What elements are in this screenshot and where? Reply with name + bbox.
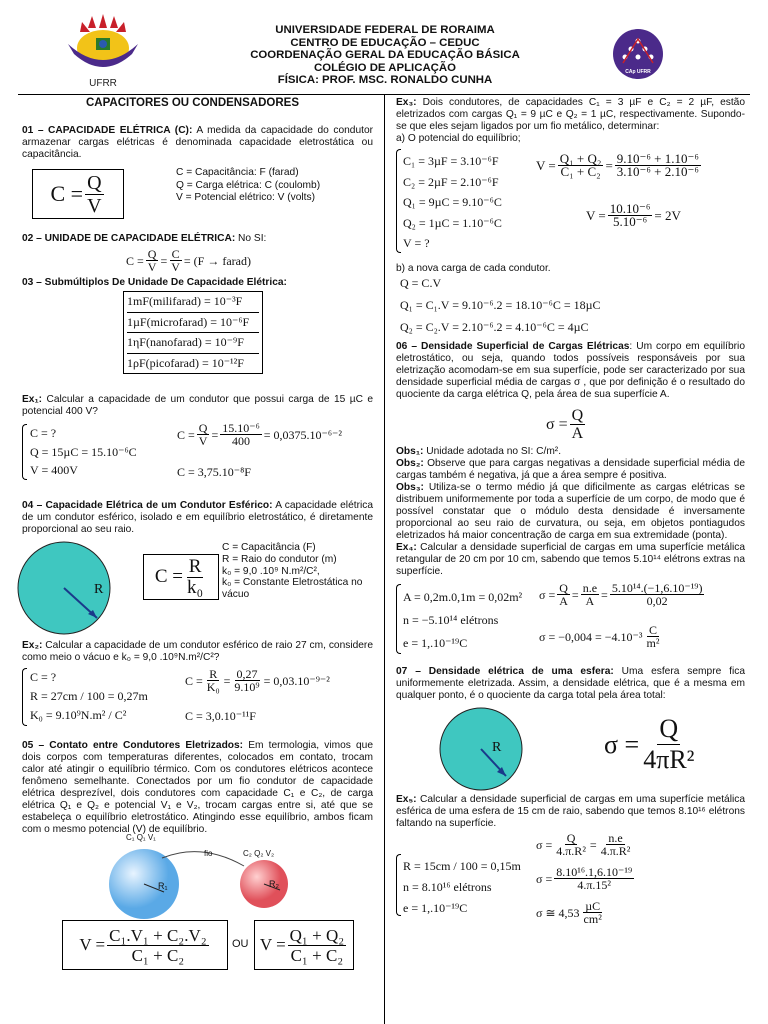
sphere1-radius: R₁ <box>158 881 168 891</box>
sphere-radius-label: R <box>94 582 104 597</box>
s2-text: No SI: <box>235 233 267 244</box>
ex3-line2: C₂ = 2µF = 2.10⁻⁶F <box>403 174 499 189</box>
ex3-b2: Q₁ = C₁.V = 9.10⁻⁶.2 = 18.10⁻⁶C = 18µC <box>400 298 601 312</box>
sphere-density-diagram <box>438 706 524 792</box>
s6-head: 06 – Densidade Superficial de Cargas Elétricas <box>396 341 630 352</box>
ex4-calc: σ = $\frac{Q}{A}$ = $\frac{n.e}{A}$ = $\frac{\text{5.10¹⁴.(−1,6.10⁻¹⁹)}}{0,02}$ <box>539 581 703 608</box>
s4-head: 04 – Capacidade Elétrica de um Condutor Esférico: <box>22 500 273 511</box>
s7-text: Uma esfera sempre fica uniformemente eletrizada. Assim, a densidade elétrica, que é a mesma em qualquer ponto, é o quociente da carga total pela área total: <box>396 666 746 701</box>
ex1-text: Calcular a capacidade de um condutor que possui carga de 15 µC e potencial 400 V? <box>22 394 373 417</box>
ex3-b1: Q = C.V <box>400 276 442 290</box>
sigma-sphere-formula: σ = $\frac{Q}{\text{4πR²}}$ <box>604 714 695 774</box>
ex1-line1: C = ? <box>30 426 57 440</box>
sphere-diagram <box>4 540 124 636</box>
s7-head: 07 – Densidade elétrica de uma esfera: <box>396 666 614 677</box>
ex5-line3: e = 1,.10⁻¹⁹C <box>403 901 468 915</box>
s1-text: A medida da capacidade do condutor armazenar cargas elétricas é denominada capacidade eletrostática ou capacitância. <box>22 125 373 160</box>
ex4-line1: A = 0,2m.0,1m = 0,02m² <box>403 590 523 604</box>
ex3-line4: Q₂ = 1µC = 1.10⁻⁶C <box>403 215 502 230</box>
ex4-paragraph <box>396 542 745 578</box>
logo-ufrr <box>62 14 144 90</box>
s6-text: : Um corpo em equilíbrio eletrostático, ou seja, quando todos possíveis responsáveis por sua eletrização acomodam-se em sua superfície, pode ser caracterizado por sua densidade superficial média de cargas σ , que por definição é o resultado do quociente da carga elétrica Q, pela área de sua superfície A. <box>396 341 745 400</box>
ex1-line2: Q = 15µC = 15.10⁻⁶C <box>30 444 137 459</box>
ex3-paragraph <box>396 97 745 133</box>
def-s4-r: R = Raio do condutor (m) <box>222 553 337 565</box>
right-column <box>396 97 745 928</box>
s2-paragraph <box>22 233 373 245</box>
def-s4-k2: k₀ = Constante Eletrostática no vácuo <box>222 577 363 601</box>
ex4-line3: e = 1,.10⁻¹⁹C <box>403 636 468 650</box>
obs3: Obs₃: Utiliza-se o termo médio já que dificilmente as cargas elétricas se distribuem uniformemente por toda a superfície de um corpo, de modo que é possível constatar que o módulo desta densidade é inversamente proporcional ao seu raio de curvatura, ou seja, em objetos pontiagudos eletrizados há maior concentração de carga em sua extremidade (ponta). <box>396 482 745 541</box>
header-line3: COORDENAÇÃO GERAL DA EDUCAÇÃO BÁSICA <box>250 49 520 62</box>
ex2-line2: R = 27cm / 100 = 0,27m <box>30 689 148 703</box>
sigma-qa-formula: σ = $\frac{Q}{A}$ <box>546 407 584 442</box>
sphere-density-radius: R <box>492 740 502 755</box>
ex3-line5: V = ? <box>403 236 430 250</box>
sphere1-label: C₁ Q₁ V₁ <box>126 833 156 842</box>
ex1-calc: C = $\frac{Q}{V}$ = $\frac{\text{15.10⁻⁶}}{400}$ = 0,0375.10⁻⁶⁻² <box>177 421 342 448</box>
s4-paragraph <box>22 500 373 536</box>
left-column <box>22 97 373 970</box>
header-line5: FÍSICA: PROF. MSC. RONALDO CUNHA <box>277 74 493 87</box>
column-divider <box>384 95 385 1024</box>
si-unit-formula: C = $\frac{Q}{V}$ = $\frac{C}{V}$ = (F → farad) <box>126 247 251 274</box>
ex2-line1: C = ? <box>30 670 57 684</box>
sphere2-label: C₂ Q₂ V₂ <box>243 849 275 858</box>
s5-text: Em termologia, vimos que dois corpos com temperaturas diferentes, colocados em contato, trocam calor até atingir o equilíbrio térmico. Com os condutores elétricos acontece fenômeno semelhante. Conectados por um fio condutor de capacidade elétrica desprezível, dois condutores com capacidade C₁ e C₂, de carga elétrica Q₁ e Q₂ e potencial V₁ e V₂, trocam cargas entre si, até que se estabeleça o equilíbrio eletrostático. Atingindo esse equilíbrio, ambos ficam com o mesmo potencial (V) de equilíbrio. <box>22 740 373 835</box>
ex1-head: Ex₁: <box>22 394 43 405</box>
sub-nano: 1ηF(nanofarad) = 10⁻⁹F <box>127 333 259 354</box>
s1-paragraph <box>22 125 373 161</box>
ex5-line2: n = 8.10¹⁶ elétrons <box>403 880 492 894</box>
ex3-text: Dois condutores, de capacidades C₁ = 3 µF e C₂ = 2 µF, estão eletrizados com cargas Q₁ = 9 µC e Q₂ = 1 µC, respectivamente. Supondo-se que eles sejam ligados por um fio metálico, determinar: <box>396 97 745 132</box>
ex4-text: Calcular a densidade superficial de cargas em uma superfície metálica retangular de 20 cm por 10 cm, sabendo que temos 5.10¹⁴ elétrons extras na superfície. <box>396 542 745 577</box>
ex2-calc: C = $\frac{R}{\text{K₀}}$ = $\frac{0,27}{\text{9.10⁹}}$ = 0,03.10⁻⁹⁻² <box>185 667 330 694</box>
logo-ufrr-label: UFRR <box>89 78 117 89</box>
sub-pico: 1ρF(picofarad) = 10⁻¹²F <box>127 355 244 370</box>
header-line2: CENTRO DE EDUCAÇÃO – CEDUC <box>290 36 480 49</box>
ex5-calc1: σ = $\frac{Q}{\text{4.π.R²}}$ = $\frac{n.e}{\text{4.π.R²}}$ <box>536 831 631 858</box>
s7-paragraph <box>396 666 745 702</box>
ex4-head: Ex₄: <box>396 542 417 553</box>
def-s4-k: k₀ = 9,0 .10⁹ N.m²/C², <box>222 565 320 577</box>
ex3-head: Ex₃: <box>396 97 417 108</box>
s5-head: 05 – Contato entre Condutores Eletrizados: <box>22 740 244 751</box>
submultiples-box <box>123 291 263 374</box>
ex2-text: Calcular a capacidade de um condutor esférico de raio 27 cm, considere como meio o vácuo e k₀ = 9,0 .10⁹N.m²/C²? <box>22 640 373 663</box>
obs1: Obs₁: Unidade adotada no SI: C/m². <box>396 446 562 457</box>
page-title: CAPACITORES OU CONDENSADORES <box>86 97 299 109</box>
ex5-text: Calcular a densidade superficial de cargas em uma superfície metálica esférica de uma esfera de 15 cm de raio, sabendo que temos 8.10¹⁶ elétrons faltando na superfície. <box>396 794 745 829</box>
sphere2-radius: R₂ <box>269 879 279 889</box>
ex3-line1: C₁ = 3µF = 3.10⁻⁶F <box>403 154 499 168</box>
wire-label: fio <box>204 849 213 858</box>
ex2-head: Ex₂: <box>22 640 43 651</box>
ex1-result: C = 3,75.10⁻⁸F <box>177 465 251 479</box>
s6-paragraph <box>396 341 745 401</box>
ex3-result: V = $\frac{\text{10.10⁻⁶}}{\text{5.10⁻⁶}}$ = 2V <box>586 201 681 229</box>
ex2-line3: K₀ = 9.10⁹N.m² / C² <box>30 708 127 722</box>
logo-cap-label: CAp UFRR <box>625 69 651 75</box>
ex5-result: σ ≅ 4,53 $\frac{\text{µC}}{\text{cm²}}$ <box>536 899 602 926</box>
or-label: OU <box>232 938 249 950</box>
header <box>170 24 600 87</box>
ex2-paragraph <box>22 640 373 664</box>
ex3-b3: Q₂ = C₂.V = 2.10⁻⁶.2 = 4.10⁻⁶C = 4µC <box>400 320 589 334</box>
s5-paragraph <box>22 740 373 836</box>
s4-text: A capacidade elétrica de um condutor esférico, isolado e em equilíbrio eletrostático, é diretamente proporcional ao seu raio. <box>22 500 373 535</box>
formula-equilibrium-2: V = $\frac{\text{Q₁ + Q₂}}{\text{C₁ + C₂}}$ <box>254 920 354 970</box>
sub-micro: 1µF(microfarad) = 10⁻⁶F <box>127 313 259 334</box>
ex1-line3: V = 400V <box>30 463 78 477</box>
ex5-line1: R = 15cm / 100 = 0,15m <box>403 859 521 873</box>
def-s4-c: C = Capacitância (F) <box>222 542 316 553</box>
logo-cap <box>613 29 663 79</box>
def-charge: Q = Carga elétrica: C (coulomb) <box>176 179 321 191</box>
s3-head: 03 – Submúltiplos De Unidade De Capacidade Elétrica: <box>22 277 287 288</box>
ex4-line2: n = −5.10¹⁴ elétrons <box>403 613 499 627</box>
ex2-result: C = 3,0.10⁻¹¹F <box>185 709 256 723</box>
ex4-result: σ = −0,004 = −4.10⁻³ $\frac{C}{\text{m²}}$ <box>539 623 660 650</box>
ex5-head: Ex₅: <box>396 794 417 805</box>
obs2: Obs₂: Observe que para cargas negativas a densidade superficial média de cargas também é negativa, já que a área sempre é positiva. <box>396 458 745 481</box>
ex1-paragraph <box>22 394 373 418</box>
def-potential: V = Potencial elétrico: V (volts) <box>176 192 316 203</box>
formula-equilibrium-1: V = $\frac{\text{C₁.V₁ + C₂.V₂}}{\text{C₁ + C₂}}$ <box>62 920 228 970</box>
formula-c-rk: C = $\frac{R}{\text{k₀}}$ <box>143 554 219 600</box>
sub-mili: 1mF(milifarad) = 10⁻³F <box>127 292 259 313</box>
formula-c-qv: C = $\frac{Q}{V}$ <box>32 169 124 219</box>
def-capacitance: C = Capacitância: F (farad) <box>176 167 299 178</box>
ex3-question-a: a) O potencial do equilíbrio; <box>396 133 521 144</box>
ex3-question-b: b) a nova carga de cada condutor. <box>396 263 551 274</box>
header-line4: COLÉGIO DE APLICAÇÃO <box>314 61 456 74</box>
s2-head: 02 – UNIDADE DE CAPACIDADE ELÉTRICA: <box>22 233 236 244</box>
ex3-calc: V = $\frac{\text{Q₁ + Q₂}}{\text{C₁ + C₂}}$ = $\frac{\text{9.10⁻⁶ + 1.10⁻⁶}}{\text{3.10⁻⁶ + 2.10⁻⁶}}$ <box>536 151 699 179</box>
header-line1: UNIVERSIDADE FEDERAL DE RORAIMA <box>275 24 495 36</box>
ex5-calc2: σ = $\frac{\text{8.10¹⁶.1,6.10⁻¹⁹}}{\text{4.π.15²}}$ <box>536 865 633 892</box>
s1-head: 01 – CAPACIDADE ELÉTRICA (C): <box>22 125 193 136</box>
ex3-line3: Q₁ = 9µC = 9.10⁻⁶C <box>403 195 502 209</box>
ex5-paragraph <box>396 794 745 830</box>
